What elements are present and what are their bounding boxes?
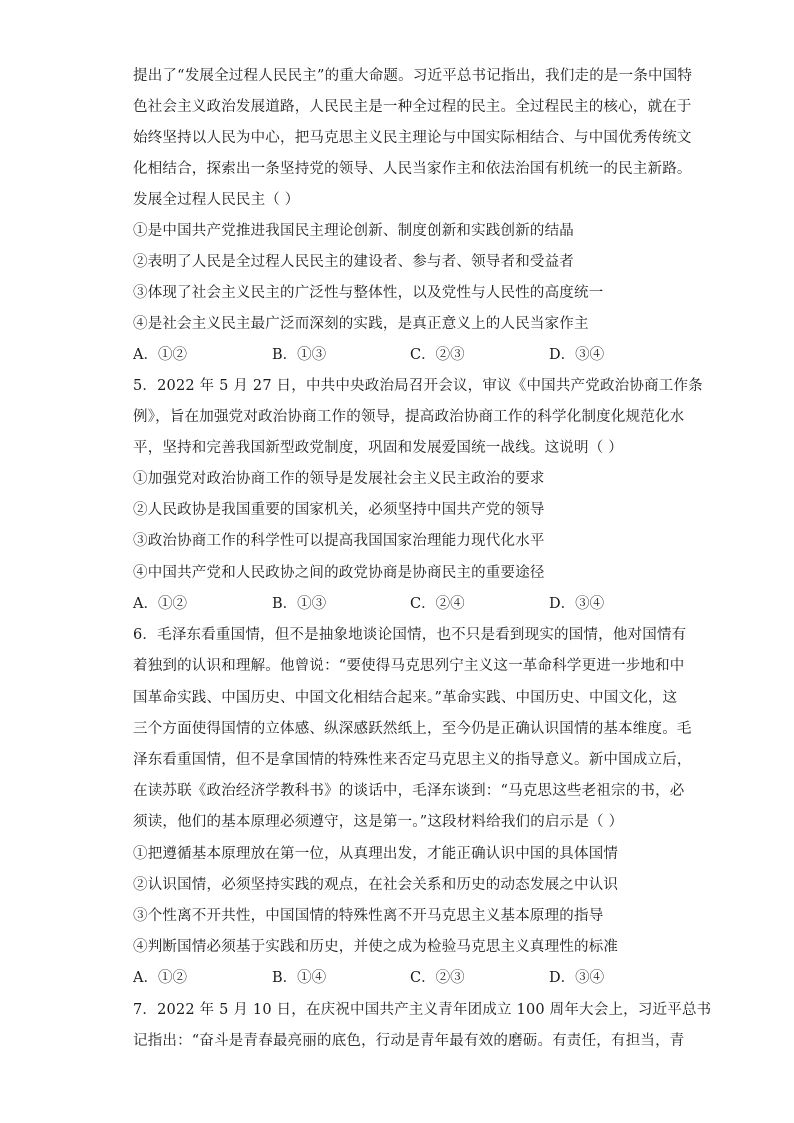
q7-text-line: 记指出：“奋斗是青春最亮丽的底色，行动是青年最有效的磨砺。有责任，有担当，青 xyxy=(133,1033,685,1049)
q6-text-line: 泽东看重国情，但不是拿国情的特殊性来否定马克思主义的指导意义。新中国成立后， xyxy=(133,752,692,768)
q4-text-line: 始终坚持以人民为中心，把马克思主义民主理论与中国实际相结合、与中国优秀传统文 xyxy=(133,130,692,146)
q4-option-b[interactable]: B．①③ xyxy=(272,347,327,363)
q6-statement-4: ④判断国情必须基于实践和历史，并使之成为检验马克思主义真理性的标准 xyxy=(133,939,619,955)
q4-option-c[interactable]: C．②③ xyxy=(410,347,465,363)
q5-statement-3: ③政治协商工作的科学性可以提高我国国家治理能力现代化水平 xyxy=(133,533,545,549)
q6-statement-3: ③个性离不开共性，中国国情的特殊性离不开马克思主义基本原理的指导 xyxy=(133,908,604,924)
q6-option-b[interactable]: B．①④ xyxy=(272,970,327,986)
q4-statement-1: ①是中国共产党推进我国民主理论创新、制度创新和实践创新的结晶 xyxy=(133,223,574,239)
q5-statement-2: ②人民政协是我国重要的国家机关，必须坚持中国共产党的领导 xyxy=(133,502,545,518)
q5-option-c[interactable]: C．②④ xyxy=(410,596,465,612)
q5-text-line: 平，坚持和完善我国新型政党制度，巩固和发展爱国统一战线。这说明（ ） xyxy=(133,440,623,456)
q4-text-line: 色社会主义政治发展道路，人民民主是一种全过程的民主。全过程民主的核心，就在于 xyxy=(133,99,692,115)
q4-text-line: 化相结合，探索出一条坚持党的领导、人民当家作主和依法治国有机统一的民主新路。 xyxy=(133,161,692,177)
q4-statement-3: ③体现了社会主义民主的广泛性与整体性，以及党性与人民性的高度统一 xyxy=(133,285,604,301)
q6-text-line: 须读，他们的基本原理必须遵守，这是第一。”这段材料给我们的启示是（ ） xyxy=(133,814,624,830)
q5-statement-1: ①加强党对政治协商工作的领导是发展社会主义民主政治的要求 xyxy=(133,471,545,487)
q6-statement-2: ②认识国情，必须坚持实践的观点，在社会关系和历史的动态发展之中认识 xyxy=(133,877,619,893)
q5-option-b[interactable]: B．①③ xyxy=(272,596,327,612)
q7-text-line: 7．2022 年 5 月 10 日，在庆祝中国共产主义青年团成立 100 周年大会上，习近平总书 xyxy=(133,1002,712,1018)
q4-option-a[interactable]: A．①② xyxy=(133,347,187,363)
q5-text-line: 5．2022 年 5 月 27 日，中共中央政治局召开会议，审议《中国共产党政治协商工作条 xyxy=(133,378,703,394)
q5-option-a[interactable]: A．①② xyxy=(133,596,187,612)
q4-text-line: 提出了“发展全过程人民民主”的重大命题。习近平总书记指出，我们走的是一条中国特 xyxy=(133,68,693,84)
q4-stem: 发展全过程人民民主（ ） xyxy=(133,192,300,208)
q6-text-line: 着独到的认识和理解。他曾说：“要使得马克思列宁主义这一革命科学更进一步地和中 xyxy=(133,658,685,674)
q4-statement-4: ④是社会主义民主最广泛而深刻的实践，是真正意义上的人民当家作主 xyxy=(133,316,589,332)
q6-statement-1: ①把遵循基本原理放在第一位，从真理出发，才能正确认识中国的具体国情 xyxy=(133,846,619,862)
q6-text-line: 国革命实践、中国历史、中国文化相结合起来。”革命实践、中国历史、中国文化，这 xyxy=(133,690,678,706)
q6-option-a[interactable]: A．①② xyxy=(133,970,187,986)
q6-text-line: 三个方面使得国情的立体感、纵深感跃然纸上，至今仍是正确认识国情的基本维度。毛 xyxy=(133,721,692,737)
q6-text-line: 6．毛泽东看重国情，但不是抽象地谈论国情，也不只是看到现实的国情，他对国情有 xyxy=(133,627,687,643)
q6-option-d[interactable]: D．③④ xyxy=(549,970,605,986)
q5-statement-4: ④中国共产党和人民政协之间的政党协商是协商民主的重要途径 xyxy=(133,565,545,581)
q4-option-d[interactable]: D．③④ xyxy=(549,347,605,363)
q5-option-d[interactable]: D．③④ xyxy=(549,596,605,612)
q6-text-line: 在读苏联《政治经济学教科书》的谈话中，毛泽东谈到：“马克思这些老祖宗的书，必 xyxy=(133,783,685,799)
q4-statement-2: ②表明了人民是全过程人民民主的建设者、参与者、领导者和受益者 xyxy=(133,254,574,270)
q5-text-line: 例》，旨在加强党对政治协商工作的领导，提高政治协商工作的科学化制度化规范化水 xyxy=(133,409,685,425)
q6-option-c[interactable]: C．②③ xyxy=(410,970,465,986)
